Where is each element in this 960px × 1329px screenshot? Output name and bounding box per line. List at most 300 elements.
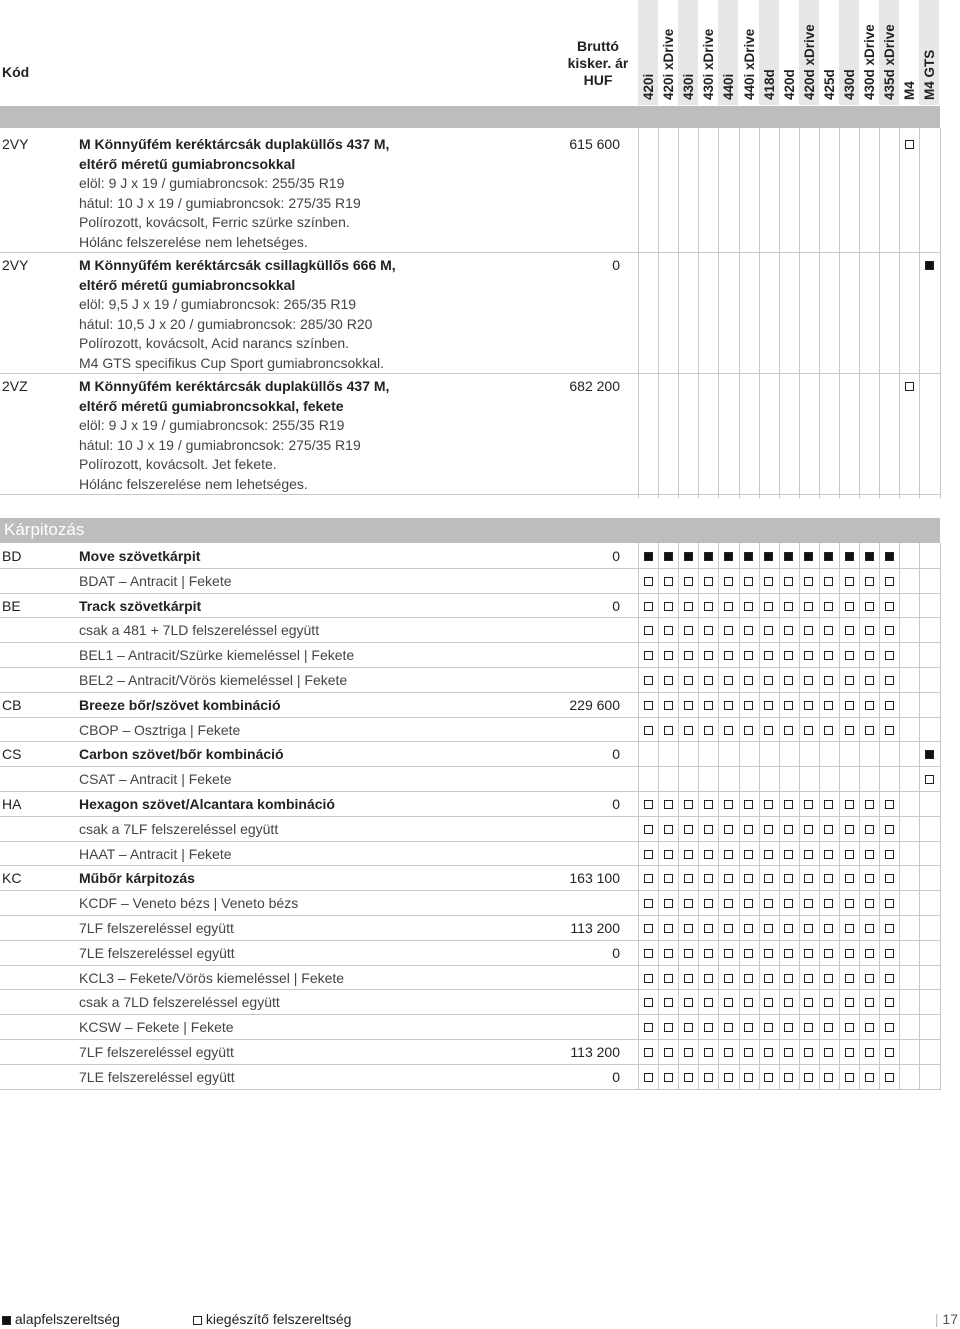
optional-marker: [845, 676, 854, 685]
table-row: [0, 668, 940, 693]
table-row: [0, 1065, 940, 1090]
option-description: Move szövetkárpit: [79, 548, 201, 564]
option-price: 682 200: [569, 378, 620, 394]
optional-marker: [704, 1023, 713, 1032]
filled-square-icon: [2, 1316, 11, 1325]
grid-line: [859, 128, 860, 498]
optional-marker: [845, 626, 854, 635]
option-code: 2VY: [2, 136, 29, 152]
option-price: 615 600: [569, 136, 620, 152]
optional-marker: [724, 1073, 733, 1082]
optional-marker: [764, 800, 773, 809]
model-label: 420d: [781, 69, 797, 100]
grid-line: [698, 128, 699, 498]
table-row: [0, 1040, 940, 1065]
optional-marker: [744, 800, 753, 809]
optional-marker: [885, 899, 894, 908]
header-divider-bar: [0, 106, 940, 128]
optional-marker: [764, 1048, 773, 1057]
optional-marker: [784, 602, 793, 611]
optional-marker: [784, 577, 793, 586]
option-price: 0: [612, 944, 620, 961]
optional-marker: [704, 626, 713, 635]
option-code: BE: [2, 597, 21, 614]
grid-line: [940, 128, 941, 498]
price-header-line-3: HUF: [583, 72, 613, 88]
option-price: 0: [612, 257, 620, 273]
table-row: [0, 693, 940, 718]
optional-marker: [684, 577, 693, 586]
option-description: KCDF – Veneto bézs | Veneto bézs: [79, 895, 299, 912]
optional-marker: [744, 899, 753, 908]
optional-marker: [885, 577, 894, 586]
option-description: 7LE felszereléssel együtt: [79, 944, 235, 961]
optional-marker: [885, 1023, 894, 1032]
model-label: 418d: [761, 69, 777, 100]
model-label: 420i: [641, 73, 656, 100]
option-price: 163 100: [569, 870, 620, 887]
table-row: [0, 966, 940, 991]
optional-marker: [724, 701, 733, 710]
optional-marker: [664, 602, 673, 611]
optional-marker: [824, 1073, 833, 1082]
optional-marker: [704, 974, 713, 983]
model-label: 435d xDrive: [882, 24, 898, 100]
optional-marker: [804, 726, 813, 735]
code-column-header: Kód: [2, 64, 30, 80]
optional-marker: [764, 726, 773, 735]
optional-marker: [664, 899, 673, 908]
optional-marker: [684, 899, 693, 908]
grid-line: [839, 128, 840, 498]
optional-marker: [664, 974, 673, 983]
optional-marker: [784, 825, 793, 834]
optional-marker: [744, 651, 753, 660]
optional-marker: [784, 701, 793, 710]
optional-marker: [845, 974, 854, 983]
optional-marker: [804, 626, 813, 635]
optional-marker: [865, 1073, 874, 1082]
standard-marker: [784, 552, 793, 561]
optional-marker: [824, 602, 833, 611]
grid-line: [678, 128, 679, 498]
optional-marker: [824, 701, 833, 710]
optional-marker: [824, 850, 833, 859]
page-number: [935, 1311, 958, 1327]
optional-marker: [824, 924, 833, 933]
standard-marker: [684, 552, 693, 561]
grid-line: [899, 128, 900, 498]
row-separator: [0, 252, 940, 253]
model-label: 425d: [821, 69, 837, 100]
option-description: Carbon szövet/bőr kombináció: [79, 746, 284, 763]
optional-marker: [784, 1048, 793, 1057]
optional-marker: [824, 726, 833, 735]
optional-marker: [865, 701, 874, 710]
optional-marker: [865, 1023, 874, 1032]
option-description: csak a 7LD felszereléssel együtt: [79, 994, 280, 1011]
optional-marker: [704, 924, 713, 933]
optional-marker: [724, 626, 733, 635]
option-price: 0: [612, 548, 620, 564]
optional-marker: [804, 874, 813, 883]
optional-marker: [804, 998, 813, 1007]
optional-marker: [764, 1023, 773, 1032]
standard-marker: [724, 552, 733, 561]
optional-marker: [824, 676, 833, 685]
optional-marker: [764, 701, 773, 710]
optional-marker: [664, 825, 673, 834]
table-row: [0, 767, 940, 792]
optional-marker: [744, 602, 753, 611]
table-row: [0, 544, 940, 569]
option-detail: elöl: 9 J x 19 / gumiabroncsok: 255/35 R19: [79, 417, 345, 433]
table-row: [0, 618, 940, 643]
optional-marker: [845, 924, 854, 933]
optional-marker: [804, 577, 813, 586]
option-price: 0: [612, 1068, 620, 1085]
optional-marker: [885, 701, 894, 710]
model-label: 440i xDrive: [741, 28, 757, 100]
optional-marker: [885, 924, 894, 933]
optional-marker: [824, 626, 833, 635]
option-detail: elöl: 9,5 J x 19 / gumiabroncsok: 265/35 R19: [79, 296, 357, 312]
optional-marker: [885, 1073, 894, 1082]
table-row: [0, 718, 940, 743]
optional-marker: [905, 140, 914, 149]
optional-marker: [885, 651, 894, 660]
optional-marker: [865, 651, 874, 660]
optional-marker: [664, 577, 673, 586]
optional-marker: [824, 800, 833, 809]
optional-marker: [644, 974, 653, 983]
optional-marker: [764, 1073, 773, 1082]
optional-marker: [664, 701, 673, 710]
option-description: KCL3 – Fekete/Vörös kiemeléssel | Fekete: [79, 969, 345, 986]
option-detail: Polírozott, kovácsolt, Acid narancs színben.: [79, 335, 350, 351]
optional-marker: [724, 825, 733, 834]
optional-marker: [704, 899, 713, 908]
optional-marker: [845, 800, 854, 809]
grid-line: [638, 128, 639, 498]
standard-marker: [644, 552, 653, 561]
optional-marker: [865, 676, 874, 685]
option-price: 0: [612, 796, 620, 812]
optional-marker: [744, 1023, 753, 1032]
optional-marker: [845, 651, 854, 660]
optional-marker: [724, 974, 733, 983]
optional-marker: [744, 726, 753, 735]
optional-marker: [804, 1023, 813, 1032]
option-detail: Hólánc felszerelése nem lehetséges.: [79, 475, 308, 492]
optional-marker: [724, 577, 733, 586]
optional-marker: [784, 800, 793, 809]
optional-marker: [744, 825, 753, 834]
optional-marker: [664, 1023, 673, 1032]
optional-marker: [684, 676, 693, 685]
optional-marker: [865, 825, 874, 834]
optional-marker: [704, 577, 713, 586]
option-description: Műbőr kárpitozás: [79, 870, 195, 887]
price-header-line-1: Bruttó: [577, 38, 619, 54]
optional-marker: [925, 775, 934, 784]
optional-marker: [784, 998, 793, 1007]
optional-marker: [764, 924, 773, 933]
optional-marker: [704, 874, 713, 883]
optional-marker: [764, 874, 773, 883]
optional-marker: [724, 602, 733, 611]
option-title: eltérő méretű gumiabroncsokkal: [79, 276, 296, 293]
optional-marker: [704, 651, 713, 660]
model-label: 420i xDrive: [661, 28, 677, 100]
grid-line: [779, 128, 780, 498]
optional-marker: [644, 626, 653, 635]
optional-marker: [784, 874, 793, 883]
table-row: [0, 817, 940, 842]
optional-marker: [724, 899, 733, 908]
optional-marker: [845, 874, 854, 883]
price-column-header: [560, 38, 636, 89]
option-code: 2VZ: [2, 378, 28, 394]
optional-marker: [684, 626, 693, 635]
option-description: KCSW – Fekete | Fekete: [79, 1019, 234, 1036]
model-label: M4: [902, 81, 918, 100]
grid-line: [799, 128, 800, 498]
option-detail: hátul: 10 J x 19 / gumiabroncsok: 275/35 R19: [79, 194, 361, 211]
option-price: 0: [612, 597, 620, 614]
optional-marker: [764, 949, 773, 958]
optional-marker: [804, 899, 813, 908]
optional-marker: [684, 726, 693, 735]
optional-marker: [724, 651, 733, 660]
option-description: Hexagon szövet/Alcantara kombináció: [79, 796, 335, 812]
optional-marker: [644, 701, 653, 710]
option-price: 113 200: [570, 1044, 620, 1060]
optional-marker: [885, 825, 894, 834]
optional-marker: [885, 602, 894, 611]
standard-marker: [885, 552, 894, 561]
optional-marker: [664, 850, 673, 859]
option-detail: elöl: 9 J x 19 / gumiabroncsok: 255/35 R19: [79, 175, 345, 191]
optional-marker: [744, 874, 753, 883]
optional-marker: [824, 825, 833, 834]
optional-marker: [704, 602, 713, 611]
table-row: [0, 569, 940, 594]
option-description: CSAT – Antracit | Fekete: [79, 771, 232, 788]
model-label: 430i xDrive: [701, 28, 717, 100]
optional-marker: [764, 602, 773, 611]
table-row: [0, 792, 940, 817]
option-detail: Hólánc felszerelése nem lehetséges.: [79, 233, 308, 250]
standard-marker: [704, 552, 713, 561]
optional-marker: [784, 850, 793, 859]
optional-marker: [885, 874, 894, 883]
optional-marker: [784, 974, 793, 983]
optional-marker: [744, 949, 753, 958]
price-header-line-2: kisker. ár: [567, 55, 629, 71]
option-description: Track szövetkárpit: [79, 597, 202, 614]
table-row: [0, 1015, 940, 1040]
optional-marker: [744, 974, 753, 983]
standard-marker: [764, 552, 773, 561]
option-description: HAAT – Antracit | Fekete: [79, 845, 232, 862]
option-description: csak a 481 + 7LD felszereléssel együtt: [79, 622, 320, 639]
optional-marker: [724, 998, 733, 1007]
optional-marker: [845, 825, 854, 834]
optional-marker: [865, 850, 874, 859]
optional-marker: [664, 874, 673, 883]
optional-marker: [885, 1048, 894, 1057]
option-detail: Polírozott, kovácsolt. Jet fekete.: [79, 456, 277, 472]
optional-marker: [865, 626, 874, 635]
optional-marker: [804, 701, 813, 710]
optional-marker: [804, 949, 813, 958]
option-title: M Könnyűfém keréktárcsák duplaküllős 437 M,: [79, 136, 390, 152]
option-title: eltérő méretű gumiabroncsokkal: [79, 155, 296, 172]
optional-marker: [744, 850, 753, 859]
optional-marker: [784, 626, 793, 635]
table-row: [0, 594, 940, 619]
optional-marker: [804, 1048, 813, 1057]
option-price: 229 600: [569, 696, 620, 713]
option-code: CB: [2, 696, 22, 713]
optional-marker: [865, 800, 874, 809]
optional-marker: [744, 626, 753, 635]
option-price: 113 200: [570, 920, 620, 936]
optional-marker: [724, 800, 733, 809]
optional-marker: [664, 1073, 673, 1082]
optional-marker: [885, 949, 894, 958]
optional-marker: [744, 1048, 753, 1057]
optional-marker: [684, 949, 693, 958]
optional-marker: [644, 924, 653, 933]
optional-marker: [704, 1073, 713, 1082]
optional-marker: [644, 1048, 653, 1057]
model-label: 420d xDrive: [801, 24, 817, 100]
table-row: [0, 941, 940, 966]
model-label: M4 GTS: [922, 49, 938, 100]
optional-marker: [724, 676, 733, 685]
optional-marker: [764, 998, 773, 1007]
option-description: 7LE felszereléssel együtt: [79, 1068, 235, 1085]
optional-marker: [704, 1048, 713, 1057]
standard-marker: [845, 552, 854, 561]
optional-marker: [724, 1048, 733, 1057]
page-number-separator: |: [934, 1311, 939, 1327]
optional-marker: [845, 1073, 854, 1082]
optional-marker: [684, 850, 693, 859]
optional-marker: [824, 974, 833, 983]
option-title: M Könnyűfém keréktárcsák duplaküllős 437 M,: [79, 378, 390, 394]
table-row: [0, 866, 940, 891]
optional-marker: [885, 676, 894, 685]
option-description: 7LF felszereléssel együtt: [79, 1044, 234, 1060]
optional-marker: [644, 1023, 653, 1032]
optional-marker: [905, 382, 914, 391]
optional-marker: [644, 651, 653, 660]
optional-marker: [784, 924, 793, 933]
option-detail: Polírozott, kovácsolt, Ferric szürke színben.: [79, 214, 350, 230]
optional-marker: [684, 651, 693, 660]
table-row: [0, 842, 940, 867]
optional-marker: [824, 1023, 833, 1032]
optional-marker: [845, 949, 854, 958]
optional-marker: [644, 874, 653, 883]
optional-marker: [704, 800, 713, 809]
optional-marker: [824, 874, 833, 883]
optional-marker: [804, 825, 813, 834]
optional-marker: [664, 726, 673, 735]
optional-marker: [885, 998, 894, 1007]
optional-marker: [744, 676, 753, 685]
option-description: csak a 7LF felszereléssel együtt: [79, 820, 279, 837]
optional-marker: [724, 726, 733, 735]
standard-marker: [744, 552, 753, 561]
optional-marker: [804, 1073, 813, 1082]
optional-marker: [684, 602, 693, 611]
row-separator: [0, 373, 940, 374]
row-separator: [0, 494, 940, 495]
optional-marker: [865, 726, 874, 735]
optional-marker: [764, 850, 773, 859]
optional-marker: [744, 577, 753, 586]
optional-marker: [764, 825, 773, 834]
optional-marker: [724, 924, 733, 933]
option-title: M Könnyűfém keréktárcsák csillagküllős 666 M,: [79, 257, 396, 273]
optional-marker: [804, 651, 813, 660]
optional-marker: [865, 1048, 874, 1057]
standard-marker: [824, 552, 833, 561]
option-code: BD: [2, 548, 22, 564]
grid-line: [819, 128, 820, 498]
optional-marker: [704, 676, 713, 685]
optional-marker: [704, 949, 713, 958]
standard-marker: [804, 552, 813, 561]
optional-marker: [684, 874, 693, 883]
model-label: 440i: [721, 73, 737, 100]
option-code: CS: [2, 746, 22, 763]
optional-marker: [845, 577, 854, 586]
optional-marker: [664, 949, 673, 958]
model-label: 430d xDrive: [862, 24, 878, 100]
option-code: KC: [2, 870, 22, 887]
optional-marker: [744, 701, 753, 710]
optional-marker: [684, 998, 693, 1007]
optional-marker: [644, 726, 653, 735]
legend-optional-label: kiegészítő felszereltség: [205, 1311, 352, 1327]
table-row: [0, 643, 940, 668]
optional-marker: [704, 825, 713, 834]
optional-marker: [865, 924, 874, 933]
option-description: BEL1 – Antracit/Szürke kiemeléssel | Fekete: [79, 647, 355, 664]
optional-marker: [845, 701, 854, 710]
table-row: [0, 916, 940, 941]
optional-marker: [644, 998, 653, 1007]
optional-marker: [784, 1023, 793, 1032]
optional-marker: [684, 1023, 693, 1032]
page-number-value: 17: [942, 1311, 958, 1327]
optional-marker: [644, 577, 653, 586]
optional-marker: [644, 602, 653, 611]
optional-marker: [764, 626, 773, 635]
optional-marker: [684, 825, 693, 834]
optional-marker: [684, 974, 693, 983]
optional-marker: [644, 899, 653, 908]
standard-marker: [865, 552, 874, 561]
optional-marker: [824, 1048, 833, 1057]
optional-marker: [845, 850, 854, 859]
optional-marker: [845, 998, 854, 1007]
